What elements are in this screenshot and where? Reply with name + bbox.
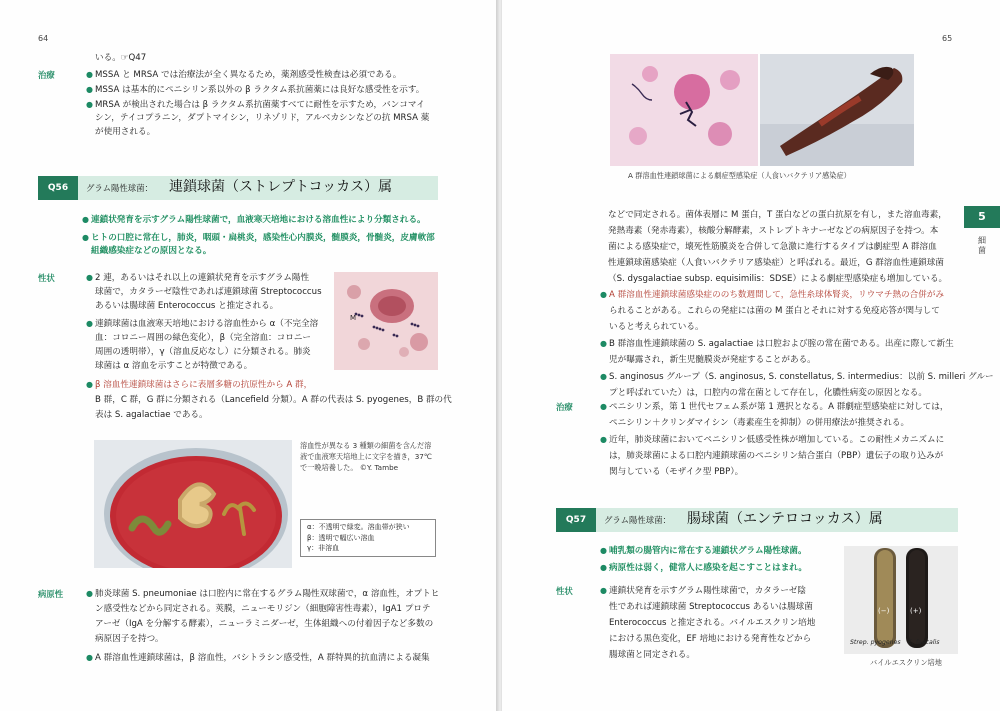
photo-caption: A 群溶血性連鎖球菌による劇症型感染症（人食いバクテリア感染症） — [628, 171, 851, 180]
gram-stain-micrograph — [334, 272, 438, 370]
q56-header — [38, 176, 438, 200]
q57-title: 腸球菌（エンテロコッカス）属 — [687, 511, 883, 527]
bile-esculin-tubes-photo — [844, 546, 958, 654]
q57-header — [556, 508, 958, 532]
chapter-name: 細菌 — [978, 236, 986, 255]
treatment-item-3: ● MRSA が検出された場合は β ラクタム系抗菌薬すべてに耐性を示すため，バンコマイシン，テイコプラニン，ダプトマイシン，リネゾリド，アルベカシンなどの抗 MRSA 薬が使用される。 — [86, 100, 430, 137]
cont-line-2: 発熱毒素（発赤毒素），核酸分解酵素，ストレプトキナーゼなどの病原因子を持つ。本 — [608, 226, 939, 236]
left-page: 64 いる。☞Q47 治療 ● MSSA と MRSA では治療法が全く異なるため，薬剤感受性検査は必須である。 ● MSSA は基本的にペニシリン系以外の β ラクタム系抗菌薬には良好な感受性を示す。 ● MRSA が検出された場合は β ラクタム系抗菌薬すべてに耐性を示すため，バンコマイシン，テイコプラニン，ダプトマイシン，リネゾリド，アルベカシンなどの抗 MRSA 薬が使用される。 Q56 グラム陽性球菌： 連鎖球菌（ストレプトコッカス）属 ● 連鎖状発育を示すグラム陽性球菌で，血液寒天培地における溶血性により分類される。 ● ヒトの口腔に常在し，肺炎，咽頭・扁桃炎，感染性心内膜炎，髄膜炎，骨髄炎，皮膚軟部組織感染症などの原因となる。 性状 ● 2 連，あるいはそれ以上の連鎖状発育を示すグラム陽性 球菌で，カタラーゼ陰性であれば連鎖球菌 Streptococcus あるいは腸球菌 Enterococcus と推定される。 ● 連鎖球菌は血液寒天培地における溶血性から α（不完全溶 血：コロニー周囲の緑色変化），β（完全溶血：コロニー 周囲の透明帯），γ（溶血反応なし）に分類される。肺炎 球菌は α 溶血を示すことが特徴である。 ● β 溶血性連鎖球菌はさらに表層多糖の抗原性から A 群， B 群，C 群，G 群に分類される（Lancefield 分類）。A 群の代表は S. pyogenes，B 群の代 表は S. agalactiae である。 M 溶血性が異なる 3 種類の細菌を含んだ溶 液で血液寒天培地上に文字を描き，37℃ で一晩培養した。 ©Y. Tambe α：不透明で緑変。溶血帯が狭い β：透明で幅広い溶血 γ：非溶血 病原性 ● 肺炎球菌 S. pneumoniae は口腔内に常在するグラム陽性双球菌で，α 溶血性，オプトヒ ン感受性などから同定される。莢膜，ニューモリジン（細胞障害性毒素），IgA1 プロテ アーゼ（IgA を分解する酵素），ニューラミニダーゼ，生体組織への付着因子など多数の 病原因子を持つ。 ● A 群溶血性連鎖球菌は，β 溶血性，バシトラシン感受性，A 群特異的抗血清による凝集 — [0, 0, 498, 711]
props-label: 性状 — [38, 273, 55, 283]
right-page: 65 5 細菌 A 群溶血性連鎖球菌による劇症型感染症（人食いバクテリア感染症） などで同定される。菌体表層に M 蛋白，T 蛋白などの蛋白抗原を有し，また溶血毒素， 発熱毒素（発赤毒素），核酸分解酵素，ストレプトキナーゼなどの病原因子を持つ。本 菌による感染症で，壊死性筋膜炎を合併して急激に進行するタイプは劇症型 A 群溶血 性連鎖球菌感染症（人食いバクテリア感染症）と呼ばれる。最近，G 群溶血性連鎖球菌 （S. dysgalactiae subsp. equisimilis：SDSE）による劇症型感染症も増加している。 ● A 群溶血性連鎖球菌感染症ののち数週間して，急性糸球体腎炎，リウマチ熱の合併がみ られることがある。これらの発症には菌の M 蛋白とそれに対する免疫応答が関与して いると考えられている。 ● B 群溶血性連鎖球菌の S. agalactiae は口腔および腟の常在菌である。出産に際して新生 児が曝露され，新生児髄膜炎が発症することがある。 ● S. anginosus グループ（S. anginosus, S. constellatus, S. intermedius：以前 S. milleri グルー プと呼ばれていた）は，口腔内の常在菌として存在し，化膿性病変の原因となる。 治療 ● ペニシリン系，第 1 世代セフェム系が第 1 選択となる。A 群劇症型感染症に対しては， ペニシリン＋クリンダマイシン（毒素産生を抑制）の併用療法が推奨される。 ● 近年，肺炎球菌においてペニシリン低感受性株が増加している。この耐性メカニズムに は，肺炎球菌による口腔内連鎖球菌のペニシリン結合蛋白（PBP）遺伝子の取り込みが 関与している（モザイク型 PBP）。 Q57 グラム陽性球菌： 腸球菌（エンテロコッカス）属 ● 哺乳類の腸管内に常在する連鎖状グラム陽性球菌。 ● 病原性は弱く，健常人に感染を起こすことはまれ。 性状 ● 連鎖状発育を示すグラム陽性球菌で，カタラーゼ陰 性であれば連鎖球菌 Streptococcus あるいは腸球菌 Enterococcus と推定される。バイルエスクリン培地 における黒色変化，EF 培地における発育性などから 腸球菌と同定される。 (−) (+) Strep. pyogenes E. faecalis バイルエスクリン培地 — [502, 0, 1000, 711]
cont-line-5: （S. dysgalactiae subsp. equisimilis：SDSE）による劇症型感染症も増加している。 — [608, 274, 948, 284]
plate-caption: 溶血性が異なる 3 種類の細菌を含んだ溶 液で血液寒天培地上に文字を描き，37℃ で一晩培養した。 ©Y. Tambe — [300, 441, 432, 473]
continued-line: いる。☞Q47 — [95, 53, 147, 63]
chapter-tab: 5 — [964, 206, 1000, 228]
necrotizing-leg-photo — [760, 54, 914, 166]
tube-caption: バイルエスクリン培地 — [870, 658, 942, 667]
pathogenicity-label: 病原性 — [38, 589, 64, 599]
treatment-label: 治療 — [38, 70, 55, 80]
page-number-right: 65 — [942, 34, 953, 43]
q56-title: 連鎖球菌（ストレプトコッカス）属 — [169, 179, 393, 195]
q56-summary-2: ● ヒトの口腔に常在し，肺炎，咽頭・扁桃炎，感染性心内膜炎，髄膜炎，骨髄炎，皮膚軟部組織感染症などの原因となる。 — [82, 233, 435, 257]
tube-label-negative: (−) — [878, 607, 890, 615]
a-strep-micrograph — [610, 54, 758, 166]
svg-text:M: M — [350, 314, 357, 322]
cont-line-4: 性連鎖球菌感染症（人食いバクテリア感染症）と呼ばれる。最近，G 群溶血性連鎖球菌 — [608, 258, 944, 268]
treatment-item-2: ● MSSA は基本的にペニシリン系以外の β ラクタム系抗菌薬には良好な感受性を示す。 — [86, 85, 425, 95]
blood-agar-plate-photo — [94, 440, 292, 568]
q57-summary-2: ● 病原性は弱く，健常人に感染を起こすことはまれ。 — [600, 563, 808, 573]
q57-category: グラム陽性球菌： — [604, 515, 671, 525]
q56-number: Q56 — [38, 176, 78, 200]
tube-name-strep: Strep. pyogenes — [850, 639, 901, 646]
treatment-label-right: 治療 — [556, 402, 573, 412]
cont-line-3: 菌による感染症で，壊死性筋膜炎を合併して急激に進行するタイプは劇症型 A 群溶血 — [608, 242, 937, 252]
q57-number: Q57 — [556, 508, 596, 532]
q57-summary-1: ● 哺乳類の腸管内に常在する連鎖状グラム陽性球菌。 — [600, 546, 807, 556]
page-number-left: 64 — [38, 34, 49, 43]
hemolysis-legend: α：不透明で緑変。溶血帯が狭い β：透明で幅広い溶血 γ：非溶血 — [300, 519, 436, 557]
cont-line-1: などで同定される。菌体表層に M 蛋白，T 蛋白などの蛋白抗原を有し，また溶血毒素， — [608, 210, 947, 220]
treatment-item-1: ● MSSA と MRSA では治療法が全く異なるため，薬剤感受性検査は必須である。 — [86, 70, 402, 80]
props-label-right: 性状 — [556, 586, 573, 596]
tube-label-positive: (+) — [910, 607, 922, 615]
q56-summary-1: ● 連鎖状発育を示すグラム陽性球菌で，血液寒天培地における溶血性により分類される。 — [82, 215, 426, 225]
q56-category: グラム陽性球菌： — [86, 183, 153, 193]
tube-name-faecalis: E. faecalis — [908, 639, 940, 646]
